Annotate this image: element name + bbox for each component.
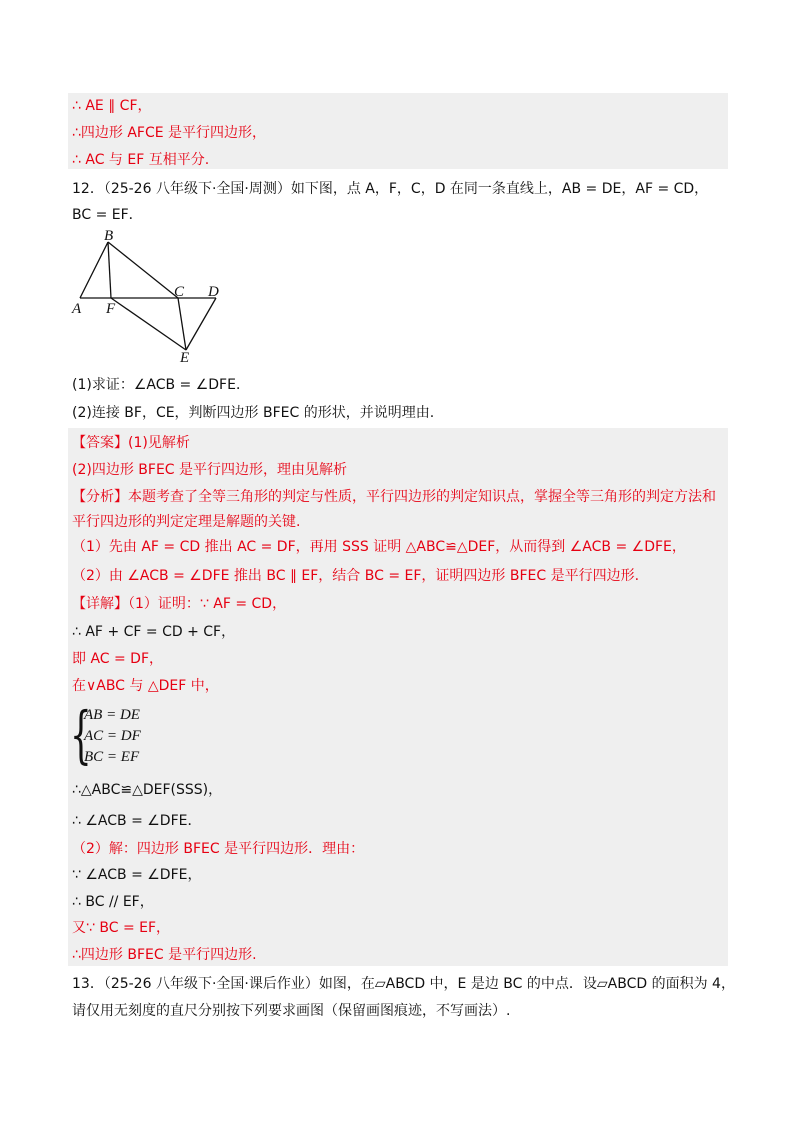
q12-part-2: (2)连接 BF，CE，判断四边形 BFEC 的形状，并说明理由.: [72, 405, 435, 421]
q12-stem-2: BC = EF．: [72, 207, 143, 223]
analysis-line-2: 平行四边形的判定定理是解题的关键.: [72, 514, 301, 530]
system-eq-3: BC = EF: [84, 749, 140, 765]
answer-line-2: (2)四边形 BFEC 是平行四边形，理由见解析: [72, 462, 348, 478]
point-label-b: B: [104, 228, 114, 244]
point-label-d: D: [208, 284, 219, 300]
part2-line-1: （2）解：四边形 BFEC 是平行四边形．理由：: [72, 841, 365, 857]
detail-line-5: ∴△ABC≌△DEF(SSS)，: [72, 782, 223, 798]
analysis-step-1: （1）先由 AF = CD 推出 AC = DF，再用 SSS 证明 △ABC≌△DEF，从而得到 ∠ACB = ∠DFE，: [72, 539, 686, 555]
q13-stem-2: 请仅用无刻度的直尺分别按下列要求画图（保留画图痕迹，不写画法）.: [72, 1003, 511, 1019]
point-label-a: A: [72, 301, 82, 317]
analysis-step-2: （2）由 ∠ACB = ∠DFE 推出 BC ∥ EF，结合 BC = EF，证明四边形 BFEC 是平行四边形.: [72, 568, 640, 584]
q12-stem-1: 12．（25-26 八年级下·全国·周测）如下图，点 A，F，C，D 在同一条直线上，AB = DE，AF = CD，: [72, 181, 709, 197]
prev-line-3: ∴ AC 与 EF 互相平分.: [72, 152, 210, 168]
part2-line-5: ∴四边形 BFEC 是平行四边形.: [72, 947, 257, 963]
point-label-f: F: [106, 301, 116, 317]
system-eq-1: AB = DE: [84, 707, 140, 723]
q12-figure: [66, 228, 246, 368]
q12-part-1: (1)求证：∠ACB = ∠DFE．: [72, 377, 250, 393]
detail-line-6: ∴ ∠ACB = ∠DFE．: [72, 813, 202, 829]
point-label-e: E: [180, 350, 190, 366]
part2-line-2: ∵ ∠ACB = ∠DFE，: [72, 867, 202, 883]
prev-line-2: ∴四边形 AFCE 是平行四边形，: [72, 125, 267, 141]
system-brace: {: [70, 698, 92, 771]
part2-line-4: 又∵ BC = EF，: [72, 920, 171, 936]
prev-line-1: ∴ AE ∥ CF，: [72, 98, 152, 114]
q13-stem-1: 13．（25-26 八年级下·全国·课后作业）如图，在▱ABCD 中，E 是边 BC 的中点．设▱ABCD 的面积为 4，: [72, 976, 735, 992]
point-label-c: C: [174, 284, 185, 300]
detail-line-2: ∴ AF + CF = CD + CF，: [72, 624, 236, 640]
part2-line-3: ∴ BC // EF，: [72, 894, 154, 910]
analysis-line-1: 【分析】本题考查了全等三角形的判定与性质，平行四边形的判定知识点，掌握全等三角形的判定方法和: [72, 489, 716, 505]
detail-line-4: 在∨ABC 与 △DEF 中，: [72, 678, 219, 694]
detail-line-1: 【详解】（1）证明：∵ AF = CD，: [72, 596, 287, 612]
detail-line-3: 即 AC = DF，: [72, 651, 164, 667]
answer-line-1: 【答案】(1)见解析: [72, 435, 190, 451]
system-eq-2: AC = DF: [84, 728, 141, 744]
